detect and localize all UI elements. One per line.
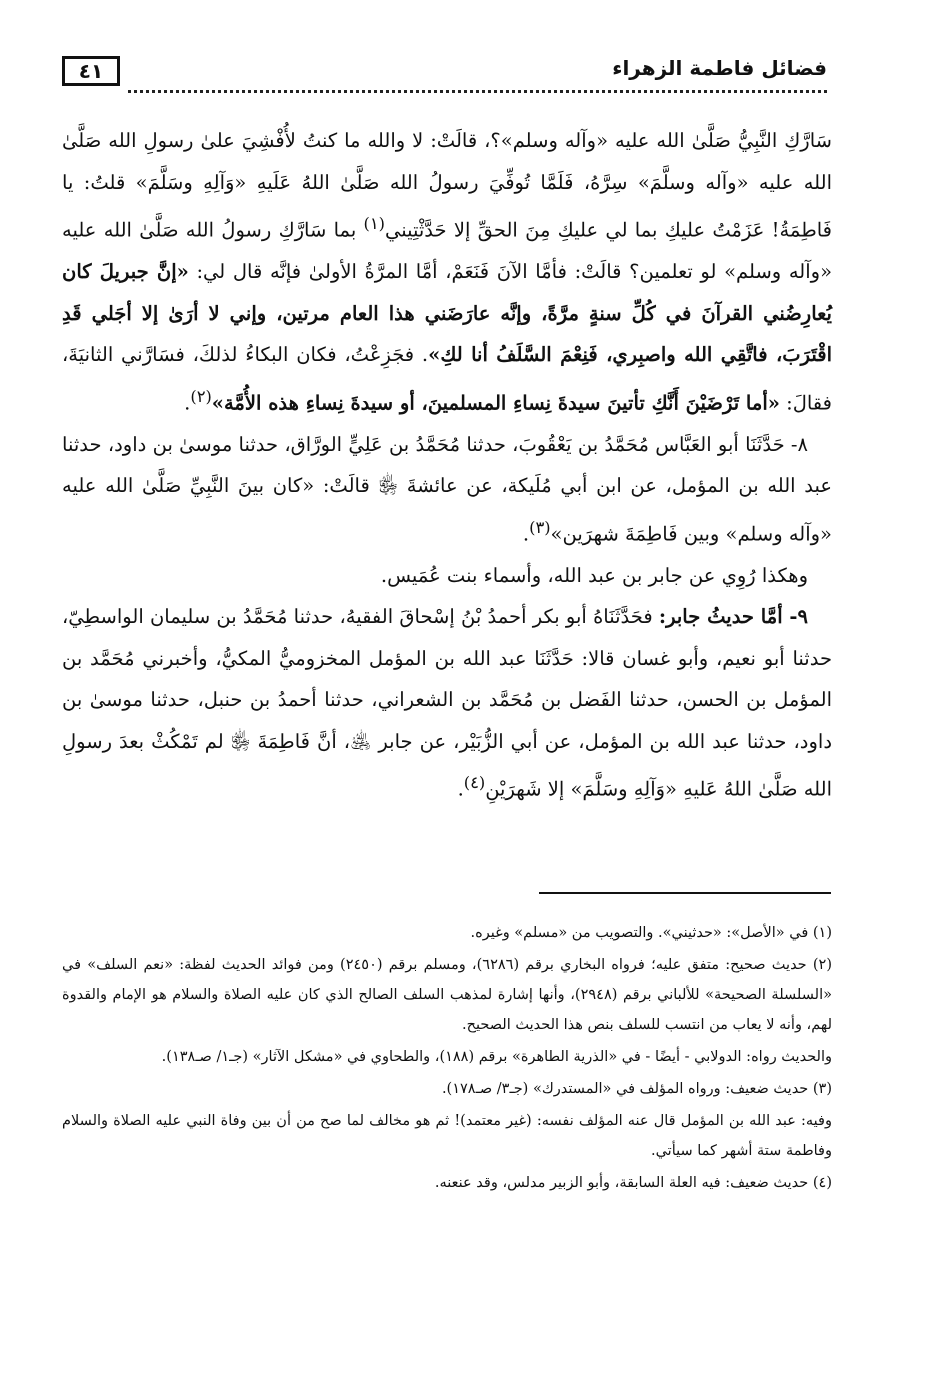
footnote-3: (٣) حديث ضعيف: ورواه المؤلف في «المستدرك» (جـ٣/ صـ١٧٨). <box>441 1081 832 1097</box>
paragraph-8 <box>62 424 832 555</box>
footnote-2: (٢) حديث صحيح: متفق عليه؛ فرواه البخاري برقم (٦٢٨٦)، ومسلم برقم (٢٤٥٠) ومن فوائد الحديث لفظة: «نعم السلف» في «السلسلة الصحيحة» للألباني برقم (٢٩٤٨)، وأنها إشارة لمذهب السلف الصالح الذي كان عليه الصلاة والسلام هو الإمام والقدوة لهم، وأنه لا يعاب من انتسب للسلف بنص هذا الحديث الصحيح. <box>62 957 832 1033</box>
footnote-ref-2: (٢) <box>190 386 212 406</box>
p1-hadith-quote-2: «أما تَرْضَيْنَ أَنَّكِ تأتينَ سيدةَ نِساءِ المسلمينَ، أو سيدةَ نِساءِ هذه الأُمَّة» <box>211 391 780 414</box>
p8-text: ٨- حَدَّثَنَا أبو العَبَّاس مُحَمَّدُ بن يَعْقُوبَ، حدثنا مُحَمَّدُ بن عَلِيٍّ الورَّاق، حدثنا موسىٰ بن داود، حدثنا عبد الله بن المؤمل، عن ابن أبي مُلَيكة، عن عائشةَ ﵂ قالَتْ: «كان بينَ النَّبِيِّ صَلَّىٰ الله عليه «وآله وسلم» وبين فَاطِمَةَ شهرَين» <box>62 432 832 545</box>
running-title: فضائل فاطمة الزهراء <box>612 56 827 80</box>
paragraph-note <box>62 555 832 597</box>
footnote-ref-3: (٣) <box>529 517 551 537</box>
header-dotted-rule <box>128 90 827 93</box>
footnote-ref-1: (١) <box>363 214 385 233</box>
p1-text-3: . فجَزِعْتُ، فكان البكاءُ لذلكَ، فسَارَّني الثانيَةَ، فقالَ: <box>62 343 832 414</box>
footnote-4: (٤) حديث ضعيف: فيه العلة السابقة، وأبو الزبير مدلس، وقد عنعنه. <box>434 1175 832 1191</box>
p1-text-1: سَارَّكِ النَّبِيُّ صَلَّىٰ الله عليه «وآله وسلم»؟، قالَتْ: لا والله ما كنتُ لأُفْشِيَ علىٰ رسولِ الله صَلَّىٰ الله عليه «وآله وسلَّمَ» سِرَّهُ، فَلَمَّا تُوفِّيَ رسولُ الله صَلَّىٰ اللهُ عَلَيهِ «وَآلِهِ وسَلَّمَ» قلتُ: يا فَاطِمَةُ! عَزَمْتُ عليكِ بما لي عليكِ مِنَ الحقِّ إلا حَدَّثْتِيني <box>62 129 832 242</box>
note-text: وهكذا رُوِي عن جابر بن عبد الله، وأسماء بنت عُمَيس. <box>380 563 808 587</box>
p1-end: . <box>184 391 191 414</box>
running-header <box>62 52 827 98</box>
footnote-ref-4: (٤) <box>463 773 486 792</box>
paragraph-9 <box>62 596 832 810</box>
p9-text: فحَدَّثَنَاهُ أبو بكر أحمدُ بْنُ إسْحاقَ الفقيهُ، حدثنا مُحَمَّدُ بن سليمان الواسطِيّ، حدثنا أبو نعيم، وأبو غسان قالا: حَدَّثَنَا عبد الله بن المؤمل المخزوميُّ المكيُّ، وأخبرني مُحَمَّد بن المؤمل بن الحسن، حدثنا الفَضل بن مُحَمَّد بن الشعراني، حدثنا أحمدُ بن حنبل، حدثنا موسىٰ بن داود، حدثنا عبد الله بن المؤمل، عن أبي الزُّبَيْر، عن جابر ﵁، أنَّ فَاطِمَةَ ﵂ لم تَمْكُثْ بعدَ رسولِ الله صَلَّىٰ اللهُ عَليهِ «وَآلِهِ وسَلَّمَ» إلا شَهرَيْنِ <box>62 605 832 801</box>
main-text <box>62 120 832 810</box>
p1-text-2: بما سَارَّكِ رسولُ الله صَلَّىٰ الله عليه «وآله وسلم» لو تعلمين؟ قالَتْ: فأمَّا الآنَ فَنَعَمْ، أمَّا المرَّةُ الأولىٰ فإنَّه قال لي: <box>62 218 832 283</box>
footnote-2-cont: والحديث رواه: الدولابي - أيضًا - في «الذرية الطاهرة» برقم (١٨٨)، والطحاوي في «مشكل الآثار» (جـ١/ صـ١٣٨). <box>161 1049 832 1065</box>
p8-end: . <box>522 522 530 545</box>
page-number-text: ٤١ <box>78 59 104 83</box>
footnote-1: (١) في «الأصل»: «حدثيني». والتصويب من «مسلم» وغيره. <box>470 925 832 941</box>
page-number <box>62 56 120 86</box>
p9-heading: ٩- أمَّا حديثُ جابر: <box>658 605 809 628</box>
footnote-separator <box>539 892 831 894</box>
paragraph-1 <box>62 120 832 424</box>
p1-hadith-quote-1: «إنَّ جبريلَ كان يُعارِضُني القرآنَ في كُلِّ سنةٍ مرَّةً، وإنَّه عارَضَني هذا العام مرتين، وإني لا أرَىٰ إلا أجَلي قَدِ اقْتَرَبَ، فاتَّقِي الله واصبِري، فَنِعْمَ السَّلَفُ أنا لكِ» <box>62 260 832 366</box>
p9-end: . <box>457 777 464 801</box>
footnote-3-cont: وفيه: عبد الله بن المؤمل قال عنه المؤلف نفسه: (غير معتمد)! ثم هو مخالف لما صح من أن بين وفاة النبي عليه الصلاة والسلام وفاطمة ستة أشهر كما سيأتي. <box>62 1113 832 1159</box>
footnotes <box>62 918 832 1200</box>
